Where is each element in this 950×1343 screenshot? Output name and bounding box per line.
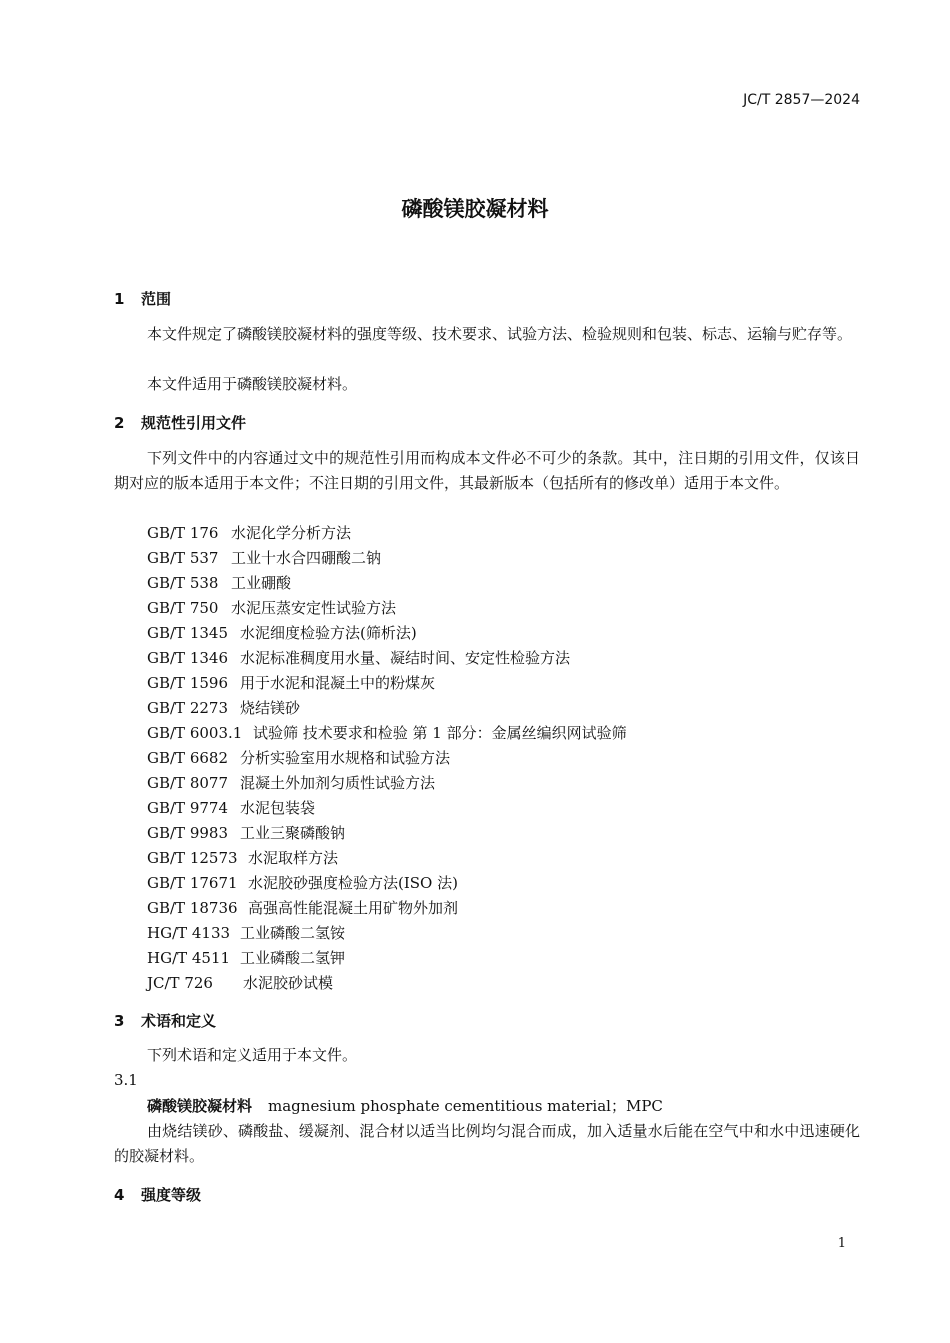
reference-title: 水泥标准稠度用水量、凝结时间、安定性检验方法 bbox=[240, 649, 571, 667]
reference-code: GB/T 1345 bbox=[147, 624, 229, 642]
section-3-heading bbox=[114, 1010, 216, 1031]
reference-title: 混凝土外加剂匀质性试验方法 bbox=[240, 774, 436, 792]
section-title: 强度等级 bbox=[141, 1186, 202, 1204]
section-title: 范围 bbox=[141, 290, 172, 308]
section-2-heading bbox=[114, 412, 246, 433]
reference-code: GB/T 18736 bbox=[147, 899, 238, 917]
section-number: 2 bbox=[114, 414, 125, 432]
reference-title: 高强高性能混凝土用矿物外加剂 bbox=[248, 899, 459, 917]
reference-title: 工业磷酸二氢钾 bbox=[240, 949, 346, 967]
reference-item bbox=[147, 596, 847, 621]
reference-title: 工业三聚磷酸钠 bbox=[240, 824, 346, 842]
section-title: 规范性引用文件 bbox=[141, 414, 247, 432]
reference-item bbox=[147, 946, 847, 971]
reference-item bbox=[147, 846, 847, 871]
reference-code: GB/T 537 bbox=[147, 549, 219, 567]
reference-code: GB/T 12573 bbox=[147, 849, 238, 867]
term-english: magnesium phosphate cementitious material；MPC bbox=[268, 1097, 663, 1115]
reference-code: HG/T 4133 bbox=[147, 924, 231, 942]
reference-title: 水泥胶砂试模 bbox=[243, 974, 334, 992]
reference-item bbox=[147, 871, 847, 896]
reference-code: GB/T 6003.1 bbox=[147, 724, 243, 742]
reference-code: GB/T 538 bbox=[147, 574, 219, 592]
reference-code: GB/T 1596 bbox=[147, 674, 229, 692]
reference-title: 水泥压蒸安定性试验方法 bbox=[231, 599, 397, 617]
reference-title: 工业硼酸 bbox=[231, 574, 292, 592]
reference-item bbox=[147, 546, 847, 571]
reference-item bbox=[147, 971, 847, 996]
section-2-paragraph-1: 下列文件中的内容通过文中的规范性引用而构成本文件必不可少的条款。其中，注日期的引用文件，仅该日期对应的版本适用于本文件；不注日期的引用文件，其最新版本（包括所有的修改单）适用于本文件。 bbox=[114, 449, 860, 492]
term-chinese: 磷酸镁胶凝材料 bbox=[147, 1097, 253, 1115]
standard-number: JC/T 2857—2024 bbox=[743, 92, 860, 108]
term-definition: 由烧结镁砂、磷酸盐、缓凝剂、混合材以适当比例均匀混合而成，加入适量水后能在空气中和水中迅速硬化的胶凝材料。 bbox=[114, 1122, 860, 1165]
reference-code: GB/T 17671 bbox=[147, 874, 238, 892]
reference-title: 工业磷酸二氢铵 bbox=[240, 924, 346, 942]
section-1-paragraph-1: 本文件规定了磷酸镁胶凝材料的强度等级、技术要求、试验方法、检验规则和包装、标志、运输与贮存等。 bbox=[147, 325, 853, 343]
document-title: 磷酸镁胶凝材料 bbox=[401, 197, 549, 221]
reference-title: 试验筛 技术要求和检验 第 1 部分：金属丝编织网试验筛 bbox=[253, 724, 627, 742]
section-4-heading bbox=[114, 1184, 201, 1205]
reference-code: GB/T 2273 bbox=[147, 699, 229, 717]
reference-code: JC/T 726 bbox=[147, 974, 213, 992]
reference-item bbox=[147, 746, 847, 771]
reference-item bbox=[147, 521, 847, 546]
reference-item bbox=[147, 571, 847, 596]
reference-code: GB/T 1346 bbox=[147, 649, 229, 667]
reference-item bbox=[147, 796, 847, 821]
reference-item bbox=[147, 671, 847, 696]
section-1-heading bbox=[114, 288, 171, 309]
reference-code: GB/T 8077 bbox=[147, 774, 229, 792]
section-1-paragraph-2: 本文件适用于磷酸镁胶凝材料。 bbox=[147, 375, 358, 393]
reference-title: 用于水泥和混凝土中的粉煤灰 bbox=[240, 674, 436, 692]
reference-code: GB/T 9983 bbox=[147, 824, 229, 842]
reference-title: 分析实验室用水规格和试验方法 bbox=[240, 749, 451, 767]
reference-code: GB/T 176 bbox=[147, 524, 219, 542]
reference-code: HG/T 4511 bbox=[147, 949, 231, 967]
reference-title: 水泥胶砂强度检验方法(ISO 法) bbox=[248, 874, 458, 892]
section-title: 术语和定义 bbox=[141, 1012, 217, 1030]
reference-title: 水泥取样方法 bbox=[248, 849, 339, 867]
reference-code: GB/T 750 bbox=[147, 599, 219, 617]
page-number: 1 bbox=[837, 1236, 846, 1251]
reference-title: 烧结镁砂 bbox=[240, 699, 301, 717]
reference-item bbox=[147, 621, 847, 646]
reference-item bbox=[147, 646, 847, 671]
reference-code: GB/T 6682 bbox=[147, 749, 229, 767]
term-entry bbox=[147, 1094, 663, 1119]
reference-item bbox=[147, 771, 847, 796]
reference-title: 水泥细度检验方法(筛析法) bbox=[240, 624, 417, 642]
section-number: 3 bbox=[114, 1012, 125, 1030]
reference-item bbox=[147, 721, 847, 746]
reference-item bbox=[147, 921, 847, 946]
reference-title: 水泥包装袋 bbox=[240, 799, 316, 817]
section-number: 1 bbox=[114, 290, 125, 308]
section-number: 4 bbox=[114, 1186, 125, 1204]
reference-title: 水泥化学分析方法 bbox=[231, 524, 352, 542]
reference-item bbox=[147, 896, 847, 921]
section-3-paragraph-1: 下列术语和定义适用于本文件。 bbox=[147, 1046, 358, 1064]
reference-item bbox=[147, 696, 847, 721]
reference-title: 工业十水合四硼酸二钠 bbox=[231, 549, 382, 567]
reference-code: GB/T 9774 bbox=[147, 799, 229, 817]
clause-number: 3.1 bbox=[114, 1071, 138, 1089]
normative-references-list bbox=[147, 521, 847, 996]
reference-item bbox=[147, 821, 847, 846]
